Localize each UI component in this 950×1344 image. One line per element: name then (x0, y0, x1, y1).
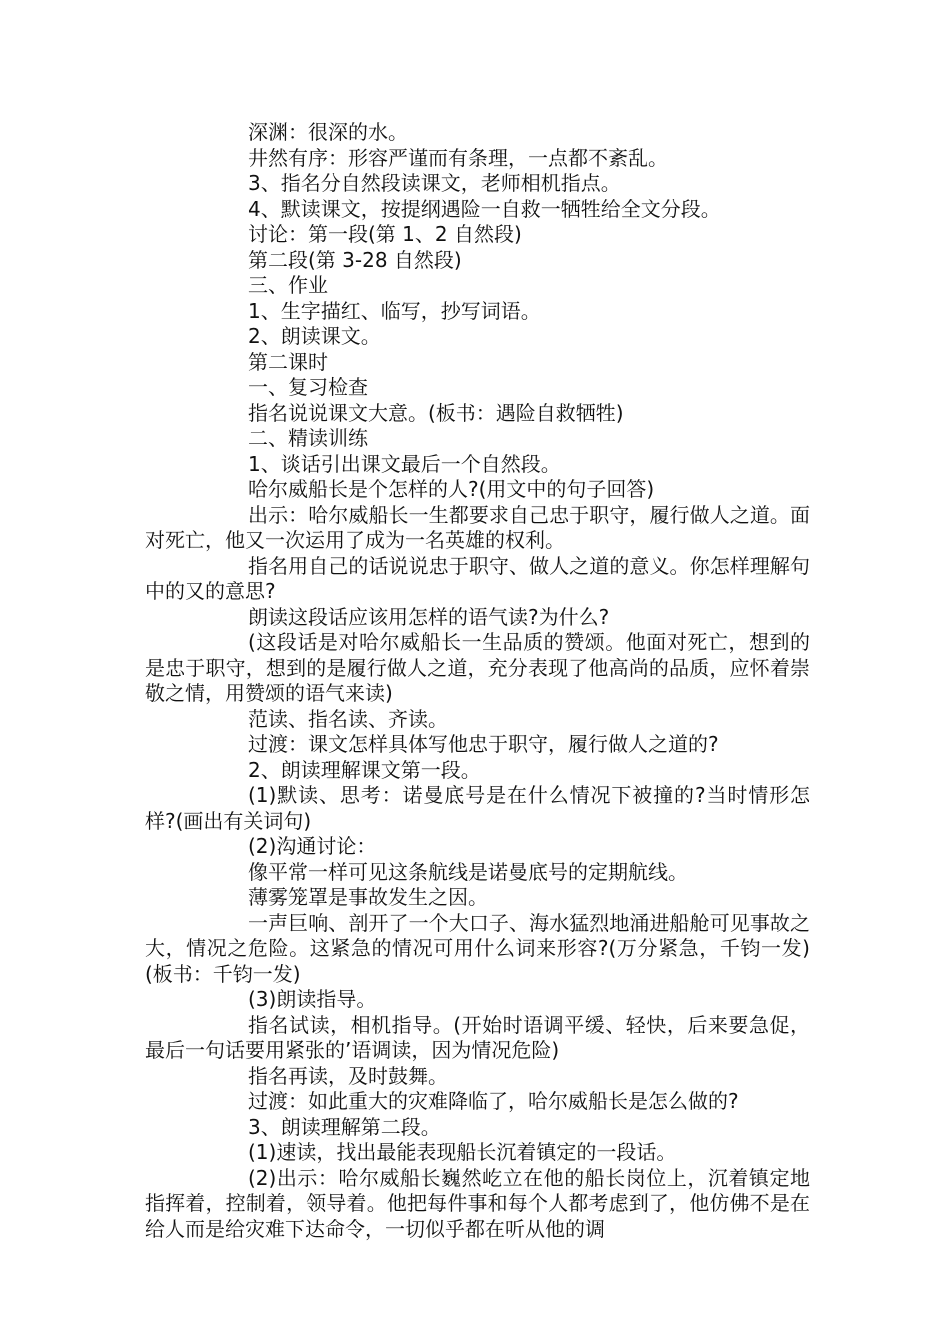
paragraph: 1、生字描红、临写，抄写词语。 (248, 298, 541, 323)
paragraph: 第二段(第 3-28 自然段) (248, 247, 462, 272)
paragraph: 3、指名分自然段读课文，老师相机指点。 (248, 171, 621, 195)
paragraph: 指名再读，及时鼓舞。 (248, 1063, 448, 1088)
paragraph: (1)速读，找出最能表现船长沉着镇定的一段话。 (248, 1140, 677, 1164)
paragraph: 1、谈话引出课文最后一个自然段。 (248, 451, 561, 476)
paragraph: (2)出示：哈尔威船长巍然屹立在他的船长岗位上，沉着镇定地指挥着，控制着，领导着。他把每件事和每个人都考虑到了，他仿佛不是在给人而是给灾难下达命令，一切似乎都在听从他的调 (145, 1165, 810, 1241)
paragraph: 朗读这段话应该用怎样的语气读?为什么? (248, 604, 610, 629)
paragraph: 范读、指名读、齐读。 (248, 706, 448, 731)
paragraph: 井然有序：形容严谨而有条理，一点都不紊乱。 (248, 145, 668, 170)
paragraph: 过渡：如此重大的灾难降临了，哈尔威船长是怎么做的? (248, 1089, 739, 1113)
paragraph: 一声巨响、剖开了一个大口子、海水猛烈地涌进船舱可见事故之大，情况之危险。这紧急的情况可用什么词来形容?(万分紧急，千钧一发)(板书：千钧一发) (145, 910, 810, 986)
document-body (145, 120, 810, 1242)
lesson-heading: 第二课时 (248, 349, 328, 374)
paragraph: 4、默读课文，按提纲遇险一自救一牺牲给全文分段。 (248, 196, 721, 221)
paragraph: (3)朗读指导。 (248, 987, 377, 1011)
paragraph: 讨论：第一段(第 1、2 自然段) (248, 222, 522, 246)
paragraph: 指名试读，相机指导。(开始时语调平缓、轻快，后来要急促，最后一句话要用紧张的’语调读，因为情况危险) (145, 1012, 810, 1062)
section-heading: 三、作业 (248, 273, 328, 297)
paragraph: 过渡：课文怎样具体写他忠于职守，履行做人之道的? (248, 732, 719, 756)
paragraph: 哈尔威船长是个怎样的人?(用文中的句子回答) (248, 477, 655, 501)
paragraph: (2)沟通讨论： (248, 834, 377, 858)
paragraph: 像平常一样可见这条航线是诺曼底号的定期航线。 (248, 859, 688, 884)
paragraph: 指名说说课文大意。(板书：遇险自救牺牲) (248, 400, 624, 425)
paragraph: 2、朗读理解课文第一段。 (248, 757, 481, 782)
section-heading: 二、精读训练 (248, 426, 368, 450)
section-heading: 一、复习检查 (248, 375, 368, 399)
paragraph: (这段话是对哈尔威船长一生品质的赞颂。他面对死亡，想到的是忠于职守，想到的是履行做人之道，充分表现了他高尚的品质，应怀着崇敬之情，用赞颂的语气来读) (145, 630, 810, 705)
paragraph: 2、朗读课文。 (248, 324, 381, 348)
paragraph: (1)默读、思考：诺曼底号是在什么情况下被撞的?当时情形怎样?(画出有关词句) (145, 783, 810, 833)
paragraph: 3、朗读理解第二段。 (248, 1114, 441, 1139)
paragraph: 指名用自己的话说说忠于职守、做人之道的意义。你怎样理解句中的又的意思? (145, 553, 810, 603)
paragraph: 深渊：很深的水。 (248, 120, 408, 144)
paragraph: 薄雾笼罩是事故发生之因。 (248, 885, 488, 909)
paragraph: 出示：哈尔威船长一生都要求自己忠于职守，履行做人之道。面对死亡，他又一次运用了成为一名英雄的权利。 (145, 502, 810, 552)
